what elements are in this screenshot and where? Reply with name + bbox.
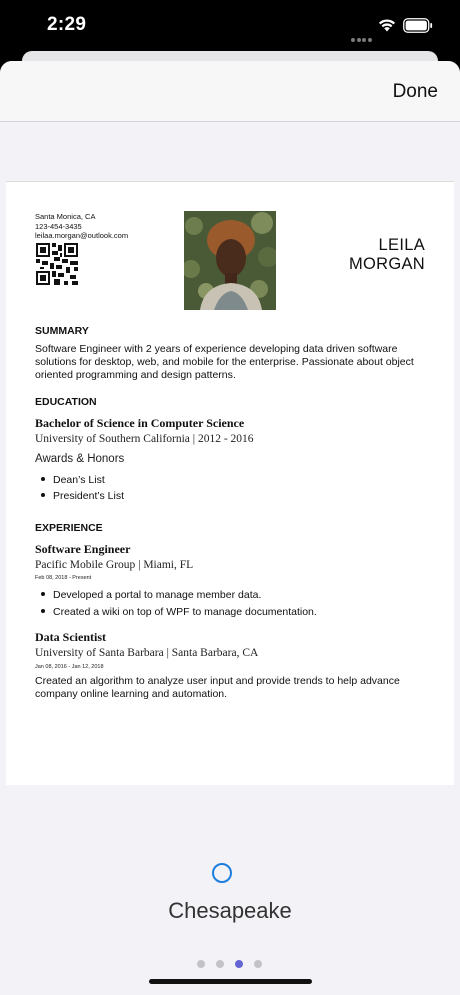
page-dot[interactable]: [254, 960, 262, 968]
profile-photo: [184, 211, 276, 310]
experience-heading: EXPERIENCE: [35, 522, 103, 534]
awards-heading: Awards & Honors: [35, 453, 125, 465]
template-name: Chesapeake: [168, 898, 292, 923]
status-bar: [0, 0, 460, 52]
home-indicator[interactable]: [149, 979, 312, 984]
contact-location: Santa Monica, CA: [35, 212, 96, 221]
job-dates: Feb 08, 2018 - Present: [35, 575, 92, 581]
school-line: University of Southern California | 2012 - 2016: [35, 433, 254, 445]
candidate-name: [349, 236, 425, 274]
bullet-icon: [41, 493, 45, 497]
award-item: [41, 490, 124, 502]
job-bullet-text: Created a wiki on top of WPF to manage documentation.: [53, 606, 317, 618]
degree-title: Bachelor of Science in Computer Science: [35, 416, 245, 430]
job-bullet: [41, 589, 261, 601]
page-dot[interactable]: [216, 960, 224, 968]
award-item: [41, 474, 105, 486]
cellular-signal-icon: [351, 29, 373, 35]
summary-text: Software Engineer with 2 years of experience developing data driven software solutions for desktop, web, and mobile for the enterprise. Passionate about object oriented programming and design patterns.: [35, 343, 414, 381]
award-text: Dean’s List: [53, 474, 105, 486]
status-time: 2:29: [47, 14, 87, 35]
contact-email: leilaa.morgan@outlook.com: [35, 231, 129, 240]
job-description: Created an algorithm to analyze user input and provide trends to help advance company online learning and automation.: [35, 675, 400, 700]
page-dot[interactable]: [197, 960, 205, 968]
wifi-icon: [377, 17, 397, 33]
job-bullet: [41, 606, 317, 618]
qr-code-icon: [36, 243, 78, 285]
job-company: University of Santa Barbara | Santa Barbara, CA: [35, 647, 259, 659]
sheet-header: [0, 61, 460, 122]
job-title: Software Engineer: [35, 542, 131, 556]
bullet-icon: [41, 592, 45, 596]
summary-heading: SUMMARY: [35, 325, 89, 337]
page-indicator[interactable]: [197, 955, 273, 963]
job-dates: Jan 08, 2016 - Jan 12, 2018: [35, 664, 104, 670]
education-heading: EDUCATION: [35, 396, 97, 408]
first-name: LEILA: [378, 236, 425, 254]
resume-preview: [6, 181, 454, 785]
template-preview-sheet: [0, 61, 460, 995]
done-button[interactable]: Done: [392, 81, 438, 102]
bullet-icon: [41, 609, 45, 613]
page-dot-active[interactable]: [235, 960, 243, 968]
job-title: Data Scientist: [35, 630, 106, 644]
bullet-icon: [41, 477, 45, 481]
battery-icon: [403, 18, 433, 33]
select-template-radio[interactable]: [212, 863, 232, 883]
job-company: Pacific Mobile Group | Miami, FL: [35, 559, 194, 571]
award-text: President’s List: [53, 490, 125, 502]
contact-info: [35, 212, 128, 241]
last-name: MORGAN: [348, 255, 425, 273]
contact-phone: 123-454-3435: [35, 221, 82, 231]
job-bullet-text: Developed a portal to manage member data.: [53, 589, 262, 601]
